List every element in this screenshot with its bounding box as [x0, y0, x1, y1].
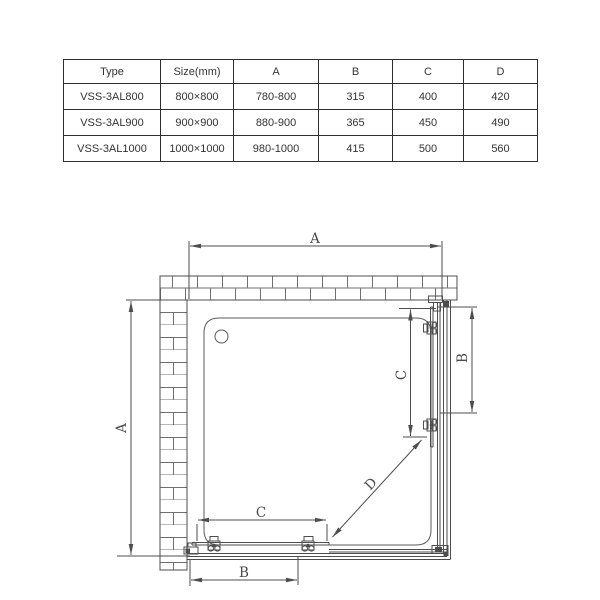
dimension-bottom-door — [197, 520, 327, 541]
cell-a: 980-1000 — [234, 136, 319, 162]
cell-c: 500 — [393, 136, 464, 162]
cell-b: 415 — [319, 136, 393, 162]
cell-d: 420 — [464, 84, 538, 110]
dim-label-diagonal: D — [361, 474, 381, 494]
brick-wall-top — [160, 276, 457, 300]
cell-b: 315 — [319, 84, 393, 110]
col-header-a: A — [234, 60, 319, 84]
shower-tray — [204, 318, 431, 545]
cell-c: 450 — [393, 110, 464, 136]
cell-size: 1000×1000 — [161, 136, 234, 162]
dim-label-top-width: A — [310, 231, 320, 247]
cell-b: 365 — [319, 110, 393, 136]
cell-d: 490 — [464, 110, 538, 136]
col-header-type: Type — [64, 60, 161, 84]
col-header-d: D — [464, 60, 538, 84]
cell-c: 400 — [393, 84, 464, 110]
dim-label-right-door: C — [394, 369, 410, 381]
roller-icon — [302, 537, 314, 552]
cell-type: VSS-3AL1000 — [64, 136, 161, 162]
dim-label-bottom-opening: B — [239, 565, 249, 581]
dim-label-bottom-door: C — [255, 505, 267, 521]
cell-d: 560 — [464, 136, 538, 162]
cell-a: 780-800 — [234, 84, 319, 110]
cell-size: 800×800 — [161, 84, 234, 110]
brick-wall-left — [160, 300, 187, 570]
corner-connector — [432, 546, 449, 557]
cell-type: VSS-3AL900 — [64, 110, 161, 136]
col-header-c: C — [393, 60, 464, 84]
col-header-size: Size(mm) — [161, 60, 234, 84]
cell-size: 900×900 — [161, 110, 234, 136]
dim-label-right-opening: B — [455, 353, 471, 363]
cell-a: 880-900 — [234, 110, 319, 136]
dim-label-left-height: A — [114, 423, 130, 433]
bottom-fixed-panel — [329, 550, 448, 553]
right-fixed-panel — [438, 303, 441, 552]
col-header-b: B — [319, 60, 393, 84]
cell-type: VSS-3AL800 — [64, 84, 161, 110]
right-sliding-door — [424, 307, 438, 447]
drain-icon — [215, 330, 228, 343]
roller-icon — [208, 537, 220, 552]
